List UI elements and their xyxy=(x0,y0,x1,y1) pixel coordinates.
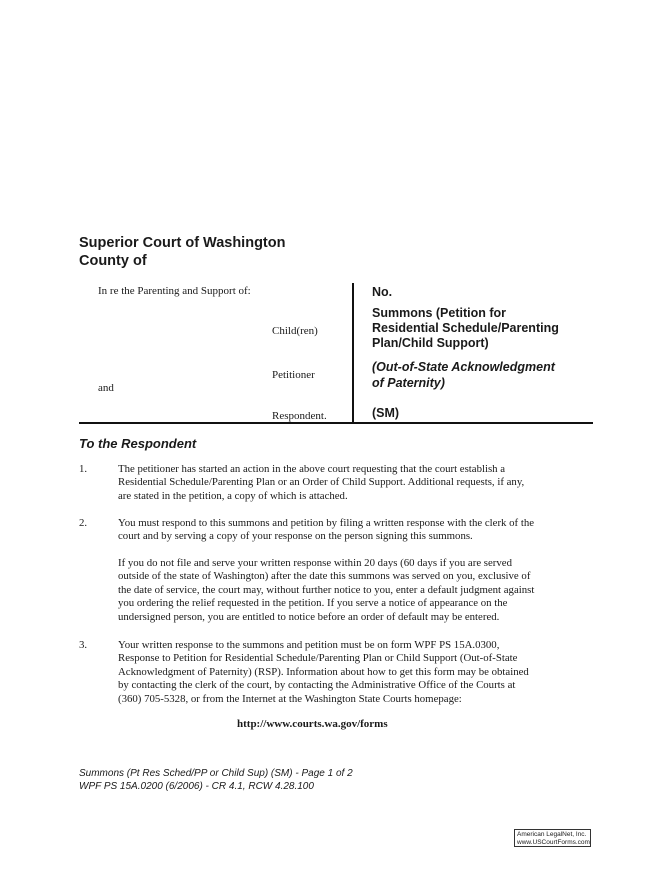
paragraph-1 xyxy=(118,463,598,503)
case-number-label: No. xyxy=(372,285,393,299)
subtitle-line: (Out-of-State Acknowledgment xyxy=(372,360,555,374)
forms-url-link[interactable]: http://www.courts.wa.gov/forms xyxy=(237,718,388,730)
publisher-url[interactable]: www.USCourtForms.com xyxy=(517,839,590,846)
paragraph-line: are stated in the petition, a copy of which is attached. xyxy=(118,489,348,502)
paragraph-2-default-warning xyxy=(118,557,598,624)
paragraph-line: If you do not file and serve your written response within 20 days (60 days if you are served xyxy=(118,557,512,569)
document-title xyxy=(372,306,559,351)
paragraph-line: Your written response to the summons and petition must be on form WPF PS 15A.0300, xyxy=(118,639,500,651)
paragraph-line: you ordering the relief requested in the petition. If you serve a notice of appearance on the xyxy=(118,597,508,610)
title-line: Summons (Petition for xyxy=(372,306,507,320)
caption-vertical-divider xyxy=(352,283,354,423)
in-re-label: In re the Parenting and Support of: xyxy=(98,285,251,297)
paragraph-line: Response to Petition for Residential Schedule/Parenting Plan or Child Support (Out-of-State xyxy=(118,652,518,665)
county-line: County of xyxy=(79,253,147,269)
paragraph-line: outside of the state of Washington) after the date this summons was served on you, exclusive of xyxy=(118,570,531,583)
paragraph-3 xyxy=(118,639,598,706)
document-subtitle xyxy=(372,359,555,391)
paragraph-line: The petitioner has started an action in the above court requesting that the court establish a xyxy=(118,463,506,475)
children-label: Child(ren) xyxy=(272,325,318,337)
footer-form-title: Summons (Pt Res Sched/PP or Child Sup) (SM) - Page 1 of 2 xyxy=(79,768,353,779)
paragraph-number: 2. xyxy=(79,517,88,529)
footer-form-code: WPF PS 15A.0200 (6/2006) - CR 4.1, RCW 4.28.100 xyxy=(79,781,314,792)
title-line: Residential Schedule/Parenting xyxy=(372,321,559,335)
subtitle-line: of Paternity) xyxy=(372,376,445,390)
court-header xyxy=(79,234,285,270)
petitioner-label: Petitioner xyxy=(272,369,315,381)
paragraph-2 xyxy=(118,517,598,544)
section-heading: To the Respondent xyxy=(79,436,197,451)
footer xyxy=(79,767,353,793)
paragraph-line: undersigned person, you are entitled to notice before an order of default may be entered. xyxy=(118,610,500,623)
paragraph-number: 1. xyxy=(79,463,88,475)
paragraph-number: 3. xyxy=(79,639,88,651)
publisher-name: American LegalNet, Inc. xyxy=(517,831,587,838)
respondent-label: Respondent. xyxy=(272,410,327,422)
and-label: and xyxy=(98,382,114,394)
paragraph-line: by contacting the clerk of the court, by contacting the Administrative Office of the Courts at xyxy=(118,679,516,692)
court-name: Superior Court of Washington xyxy=(79,235,286,251)
paragraph-line: (360) 705-5328, or from the Internet at the Washington State Courts homepage: xyxy=(118,692,462,705)
title-line: Plan/Child Support) xyxy=(372,336,489,350)
paragraph-line: You must respond to this summons and petition by filing a written response with the clerk of the xyxy=(118,517,535,529)
paragraph-line: court and by serving a copy of your response on the person signing this summons. xyxy=(118,530,473,543)
publisher-stamp xyxy=(514,829,591,847)
paragraph-line: Residential Schedule/Parenting Plan or an Order of Child Support. Additional requests, if any, xyxy=(118,476,525,489)
caption-horizontal-divider xyxy=(79,422,593,424)
paragraph-line: the date of service, the court may, without further notice to you, enter a default judgment against xyxy=(118,583,535,596)
paragraph-line: Acknowledgment of Paternity) (RSP). Information about how to get this form may be obtained xyxy=(118,665,529,678)
form-code: (SM) xyxy=(372,406,400,420)
